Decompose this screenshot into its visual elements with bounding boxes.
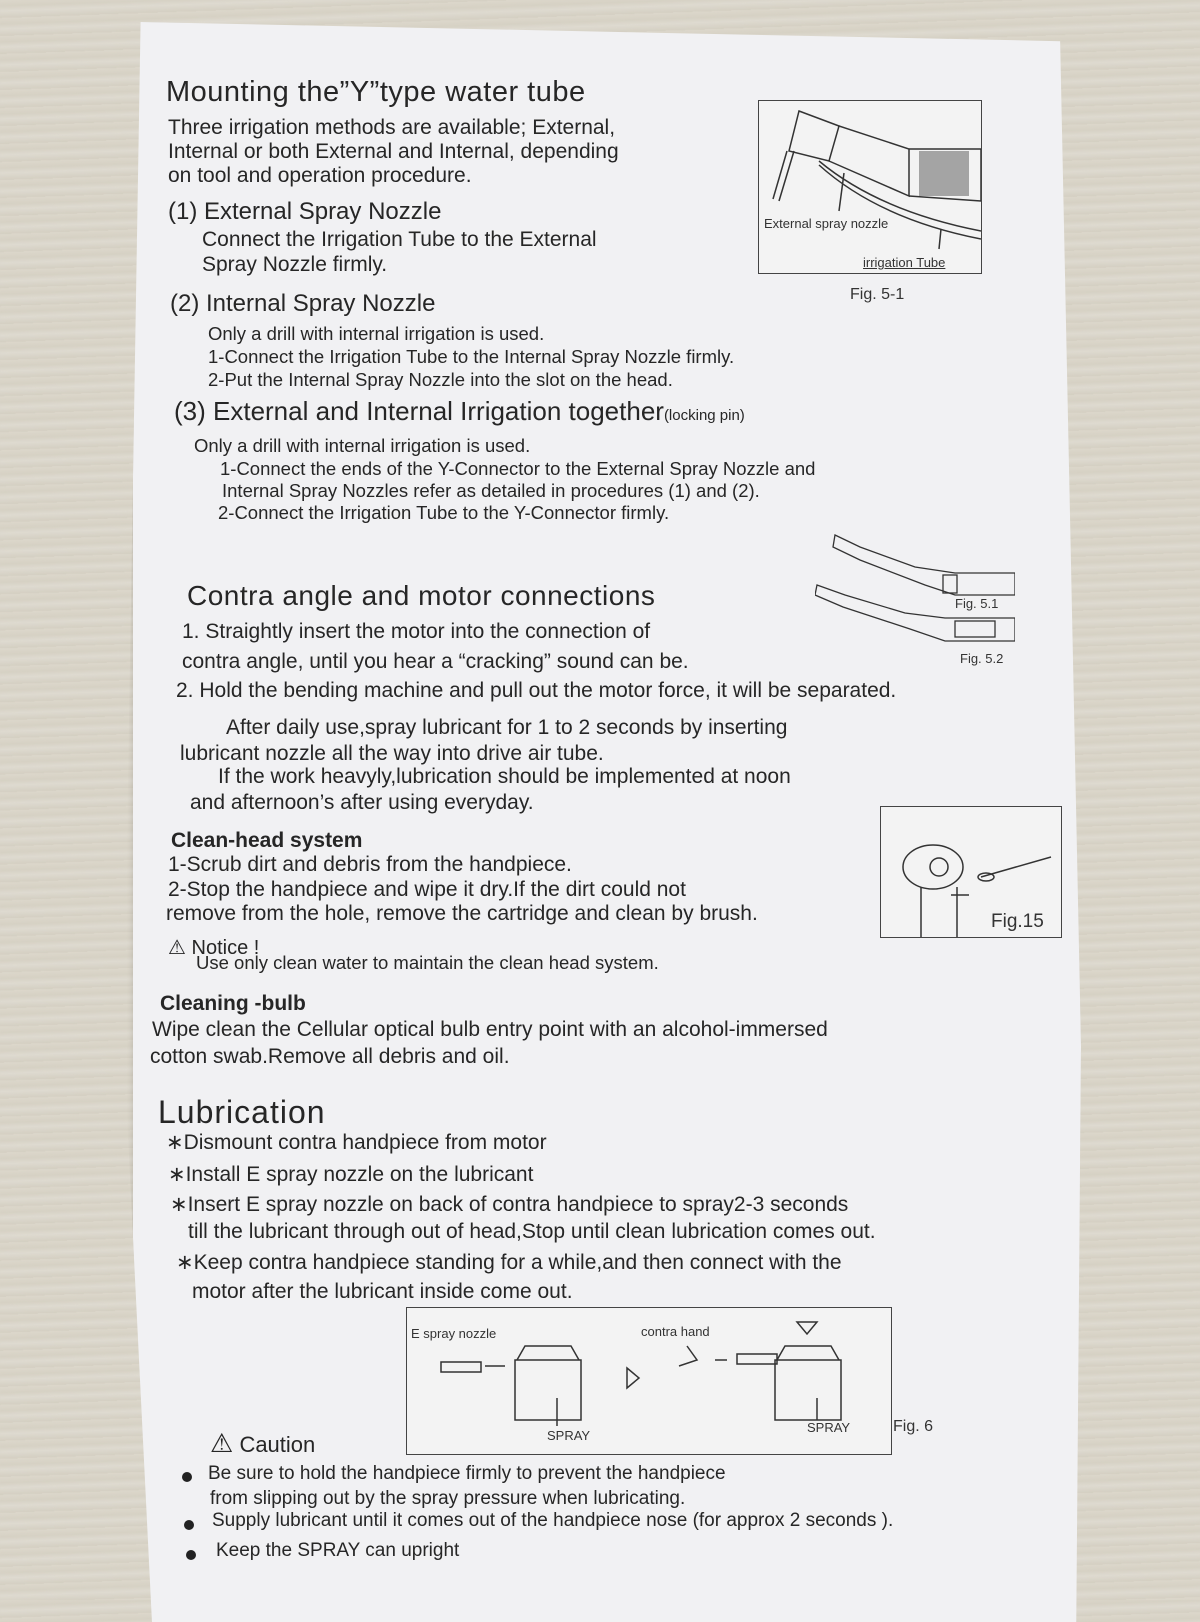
section-title-connections: Contra angle and motor connections bbox=[187, 580, 656, 611]
internal-line: Only a drill with internal irrigation is used. bbox=[208, 323, 545, 344]
bullet-icon bbox=[186, 1550, 196, 1560]
caution-item: from slipping out by the spray pressure when lubricating. bbox=[210, 1488, 686, 1509]
lubrication-line: ∗Install E spray nozzle on the lubricant bbox=[168, 1163, 534, 1186]
cleaning-bulb-line: Wipe clean the Cellular optical bulb entry point with an alcohol-immersed bbox=[152, 1018, 828, 1041]
lubrication-line: ∗Insert E spray nozzle on back of contra handpiece to spray2-3 seconds bbox=[170, 1193, 849, 1216]
warning-triangle-icon: ⚠ bbox=[168, 937, 186, 959]
figure-clean-head bbox=[880, 806, 1062, 938]
figure-caption: Fig. 5-1 bbox=[850, 286, 905, 303]
external-nozzle-label: External spray nozzle bbox=[764, 216, 889, 231]
caution-label: Caution bbox=[239, 1432, 316, 1457]
internal-line: 1-Connect the Irrigation Tube to the Internal Spray Nozzle firmly. bbox=[208, 346, 735, 367]
internal-nozzle-heading: (2) Internal Spray Nozzle bbox=[170, 290, 436, 317]
section-title-clean-head: Clean-head system bbox=[171, 829, 363, 852]
caution-item: Keep the SPRAY can upright bbox=[216, 1540, 460, 1561]
caution bbox=[210, 1428, 315, 1459]
both-heading-text: (3) External and Internal Irrigation together bbox=[174, 396, 664, 426]
warning-triangle-icon: ⚠ bbox=[210, 1428, 234, 1458]
both-line: 2-Connect the Irrigation Tube to the Y-Connector firmly. bbox=[218, 502, 670, 523]
spray-label: SPRAY bbox=[547, 1428, 591, 1443]
intro-line: on tool and operation procedure. bbox=[168, 164, 472, 187]
section-title-y-tube: Mounting the”Y”type water tube bbox=[166, 76, 586, 108]
both-line: 1-Connect the ends of the Y-Connector to the External Spray Nozzle and bbox=[220, 458, 816, 479]
internal-line: 2-Put the Internal Spray Nozzle into the slot on the head. bbox=[208, 369, 673, 390]
daily-use-line: lubricant nozzle all the way into drive air tube. bbox=[180, 742, 604, 765]
figure-lubrication bbox=[406, 1307, 892, 1455]
external-nozzle-heading: (1) External Spray Nozzle bbox=[168, 198, 442, 225]
handpiece-illustration bbox=[759, 101, 981, 273]
connection-line: 1. Straightly insert the motor into the connection of bbox=[182, 620, 651, 643]
fig-6-caption: Fig. 6 bbox=[893, 1418, 934, 1435]
fig-5-1-caption: Fig. 5.1 bbox=[955, 596, 999, 611]
lubrication-line: till the lubricant through out of head,Stop until clean lubrication comes out. bbox=[188, 1220, 876, 1243]
intro-line: Three irrigation methods are available; External, bbox=[168, 116, 616, 139]
fig-5-2-caption: Fig. 5.2 bbox=[960, 651, 1004, 666]
daily-use-line: After daily use,spray lubricant for 1 to 2 seconds by inserting bbox=[226, 716, 788, 739]
fig-15-caption: Fig.15 bbox=[991, 911, 1044, 932]
both-line: Only a drill with internal irrigation is used. bbox=[194, 435, 531, 456]
bullet-icon bbox=[184, 1520, 194, 1530]
connection-diagram bbox=[815, 525, 1015, 655]
daily-use-line: and afternoon’s after using everyday. bbox=[190, 791, 534, 814]
both-irrigation-heading bbox=[174, 396, 745, 427]
locking-pin-note: (locking pin) bbox=[663, 407, 745, 424]
caution-item: Supply lubricant until it comes out of the handpiece nose (for approx 2 seconds ). bbox=[212, 1510, 894, 1531]
lubrication-line: motor after the lubricant inside come out. bbox=[192, 1280, 573, 1303]
cleaning-bulb-line: cotton swab.Remove all debris and oil. bbox=[150, 1045, 510, 1068]
intro-line: Internal or both External and Internal, depending bbox=[168, 140, 619, 163]
section-title-lubrication: Lubrication bbox=[158, 1094, 326, 1130]
external-line: Connect the Irrigation Tube to the External bbox=[202, 228, 597, 251]
both-line: Internal Spray Nozzles refer as detailed in procedures (1) and (2). bbox=[222, 480, 760, 501]
bullet-icon bbox=[182, 1472, 192, 1482]
irrigation-tube-label: irrigation Tube bbox=[863, 255, 946, 270]
clean-head-line: 1-Scrub dirt and debris from the handpiece. bbox=[168, 853, 572, 876]
caution-item: Be sure to hold the handpiece firmly to prevent the handpiece bbox=[208, 1463, 726, 1484]
notice-label: Notice ! bbox=[191, 937, 260, 959]
lubrication-line: ∗Keep contra handpiece standing for a while,and then connect with the bbox=[176, 1251, 842, 1274]
lubrication-line: ∗Dismount contra handpiece from motor bbox=[166, 1131, 547, 1154]
clean-head-line: remove from the hole, remove the cartridge and clean by brush. bbox=[166, 902, 758, 925]
connection-line: contra angle, until you hear a “cracking” sound can be. bbox=[182, 650, 689, 673]
clean-head-line: 2-Stop the handpiece and wipe it dry.If the dirt could not bbox=[168, 878, 686, 901]
figure-external-nozzle bbox=[758, 100, 982, 274]
notice-text: Use only clean water to maintain the clean head system. bbox=[196, 952, 659, 973]
e-spray-nozzle-label: E spray nozzle bbox=[411, 1326, 497, 1341]
contra-hand-label: contra hand bbox=[641, 1324, 710, 1339]
section-title-cleaning-bulb: Cleaning -bulb bbox=[160, 992, 306, 1015]
external-line: Spray Nozzle firmly. bbox=[202, 253, 388, 276]
connection-line: 2. Hold the bending machine and pull out the motor force, it will be separated. bbox=[176, 679, 897, 702]
daily-use-line: If the work heavyly,lubrication should be implemented at noon bbox=[218, 765, 791, 788]
spray-label: SPRAY bbox=[807, 1420, 851, 1435]
